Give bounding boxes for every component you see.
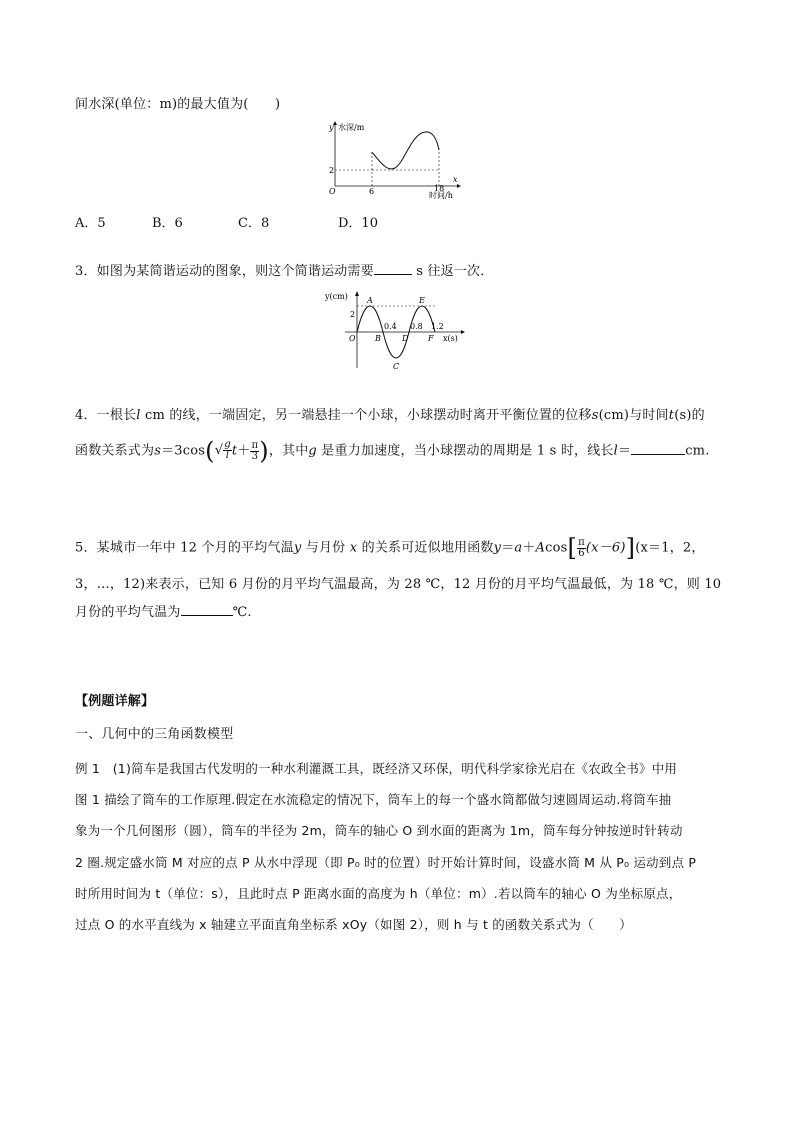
q4-var-t: t [668, 408, 675, 423]
q1-graph-xlabel: 时间/h [429, 191, 453, 200]
q4-line-1 [75, 408, 705, 424]
q1-depth-graph [325, 118, 465, 200]
q1-option-b: B．6 [152, 216, 183, 231]
q5-text-g: (x＝1，2， [635, 540, 705, 556]
q4-frac-pi: π [251, 439, 259, 451]
q3-graph-origin: O [349, 334, 356, 343]
q4-var-g: g [308, 443, 317, 459]
example-line-1: 例 1 (1)简车是我国古代发明的一种水利灌溉工具，既经济又环保，明代科学家徐光启在《农政全书》中用 [75, 761, 678, 776]
q3-tick-04: 0.4 [384, 322, 397, 331]
q5-line-1: 5．某城市一年中 12 个月的平均气温y 与月份 x 的关系可近似地用函数y＝a＋Acos[ $\frac{\pi}{6}$ (x－6)](x＝1，2， [75, 534, 705, 562]
q1-graph-tick-x2: 18 [434, 184, 445, 193]
q4-text-c: (cm)与时间 [598, 408, 669, 423]
q5-frac-6: 6 [578, 547, 585, 559]
example-subheader: 一、几何中的三角函数模型 [75, 727, 234, 742]
q1-graph-x: x [453, 175, 458, 184]
q5-var-y2: y [493, 540, 502, 556]
q5-var-x: x [349, 540, 358, 556]
q5-text-b: 与月份 [305, 540, 346, 556]
q5-var-a: a [514, 540, 523, 556]
q3-graph-tick-y: 2 [350, 310, 356, 319]
q4-var-s: s [591, 408, 599, 423]
q4-text-b: cm 的线，一端固定，另一端悬挂一个小球，小球摆动时离开平衡位置的位移 [144, 408, 592, 423]
q3-point-f: F [428, 334, 434, 343]
example-line-4: 2 圈.规定盛水筒 M 对应的点 P 从水中浮现（即 P₀ 时的位置）时开始计算时间，设盛水筒 M 从 P₀ 运动到点 P [75, 855, 697, 870]
q4-text-h: ＝ [618, 443, 632, 459]
q1-option-a: A．5 [75, 216, 106, 231]
q5-answer-blank[interactable] [181, 603, 233, 616]
q4-frac-l: l [225, 450, 230, 461]
q3-oscillation-graph [325, 290, 470, 372]
q5-eq: ＝ [501, 540, 515, 556]
q4-text-i: cm. [685, 443, 710, 459]
q5-line-2: 3，…，12)来表示，已知 6 月份的月平均气温最高，为 28 ℃，12 月份的月平均气温最低，为 18 ℃，则 10 [75, 577, 722, 592]
q3-answer-blank[interactable] [374, 262, 412, 275]
q4-frac-g: g [224, 439, 231, 450]
q5-var-A: A [535, 540, 546, 556]
q5-var-y: y [293, 540, 302, 556]
q4-answer-blank[interactable] [631, 442, 685, 455]
q4-var-l2: l [613, 443, 618, 459]
q3-point-b: B [375, 334, 381, 343]
q3-text-after: s 往返一次． [416, 264, 494, 279]
example-line-6: 过点 O 的水平直线为 x 轴建立平面直角坐标系 xOy（如图 2），则 h 与 t 的函数关系式为（ ） [75, 917, 632, 932]
q5-text-h: 月份的平均气温为 [75, 605, 181, 620]
q4-text-f: ，其中 [268, 443, 309, 459]
q1-graph-tick-y: 2 [329, 166, 335, 175]
q4-sqrt: √ $\frac{g}{l}$ [214, 439, 231, 461]
q4-eq: ＝3cos [161, 443, 206, 459]
q1-option-c: C．8 [238, 216, 270, 231]
q4-frac-3: 3 [251, 450, 259, 462]
q5-cos: cos [545, 540, 568, 556]
q3-text-before: 3．如图为某简谐运动的图象，则这个简谐运动需要 [75, 264, 374, 279]
q5-inner: (x－6) [585, 540, 626, 556]
q1-graph-origin: O [329, 187, 336, 196]
q1-graph-ylabel: 水深/m [338, 123, 365, 132]
q4-text-d: (s)的 [674, 408, 705, 423]
q4-plus: ＋ [237, 443, 251, 459]
q1-option-d: D．10 [338, 216, 378, 231]
example-line-3: 象为一个几何图形（圆），筒车的半径为 2m，筒车的轴心 O 到水面的距离为 1m，筒车每分钟按逆时针转动 [75, 823, 683, 838]
q1-text: 间水深(单位：m)的最大值为( ) [75, 97, 281, 112]
q3-point-c: C [393, 362, 400, 371]
q5-plus: ＋ [522, 540, 536, 556]
q5-text-a: 5．某城市一年中 12 个月的平均气温 [75, 540, 294, 556]
example-line-5: 时所用时间为 t（单位：s），且此时点 P 距离水面的高度为 h（单位：m）.若以筒车的轴心 O 为坐标原点， [75, 886, 682, 901]
example-line-2: 图 1 描绘了筒车的工作原理.假定在水流稳定的情况下，筒车上的每一个盛水筒都做匀速圆周运动.将筒车抽 [75, 792, 672, 807]
q3-graph-ylabel: y(cm) [325, 292, 348, 301]
q4-text-e: 函数关系式为 [75, 443, 155, 459]
q1-graph-tick-x1: 6 [369, 187, 375, 196]
q3-graph-xlabel: x(s) [443, 334, 458, 343]
example-header: 【例题详解】 [75, 694, 155, 709]
q3-point-e: E [419, 296, 425, 305]
q3-text [75, 262, 493, 280]
q5-text-c: 的关系可近似地用函数 [361, 540, 494, 556]
q5-line-3 [75, 603, 252, 621]
q3-point-d: D [402, 334, 409, 343]
q1-graph-y: y [329, 123, 334, 132]
q4-text-g: 是重力加速度，当小球摆动的周期是 1 s 时，线长 [321, 443, 614, 459]
q4-var-t2: t [231, 443, 238, 459]
q4-var-l: l [136, 408, 141, 423]
q4-line-2: 函数关系式为s＝3cos(√ $\frac{g}{l}$ t＋ $\frac{\pi}{3}$ )，其中g 是重力加速度，当小球摆动的周期是 1 s 时，线长l＝ cm. [75, 434, 710, 469]
q3-point-a: A [367, 296, 373, 305]
q4-text-a: 4．一根长 [75, 408, 137, 423]
q5-frac-pi: π [578, 536, 585, 548]
q3-tick-08: 0.8 [410, 322, 423, 331]
q4-var-s2: s [154, 443, 162, 459]
q3-tick-12: 1.2 [431, 322, 444, 331]
q5-text-i: ℃. [232, 605, 252, 620]
